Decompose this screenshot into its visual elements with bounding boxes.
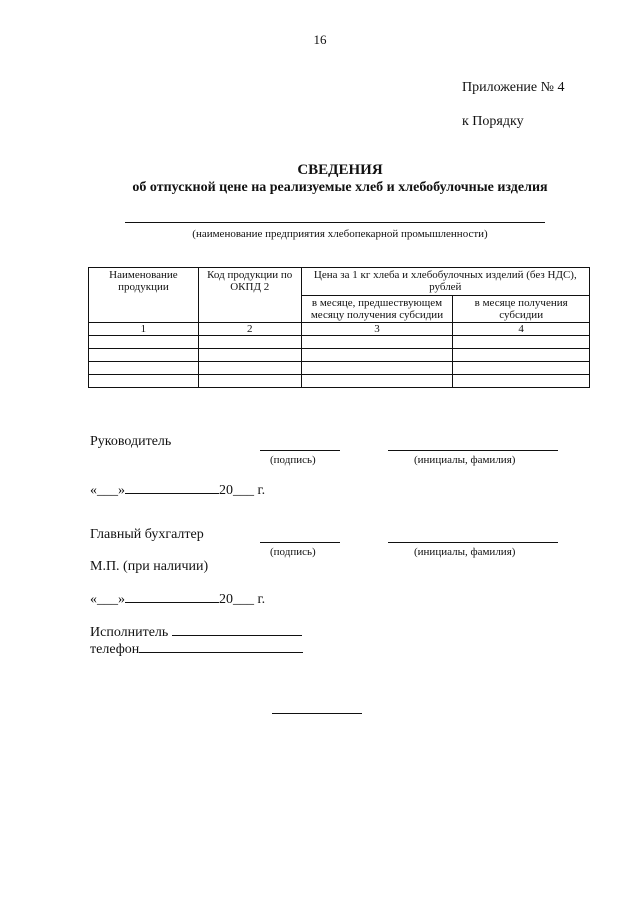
- header-current-month: в месяце получения субсидии: [453, 296, 590, 323]
- phone-row: [90, 642, 303, 658]
- table-cell[interactable]: [301, 336, 453, 349]
- accountant-signature-line[interactable]: [260, 542, 340, 543]
- head-signature-hint: (подпись): [270, 454, 316, 466]
- stamp-label: М.П. (при наличии): [90, 559, 209, 574]
- table-cell[interactable]: [301, 375, 453, 388]
- table-cell[interactable]: [453, 375, 590, 388]
- table-cell[interactable]: [453, 349, 590, 362]
- table-header-row: [89, 268, 590, 296]
- column-number: 4: [453, 323, 590, 336]
- head-name-hint: (инициалы, фамилия): [414, 454, 516, 466]
- table-cell[interactable]: [89, 375, 199, 388]
- executor-label: Исполнитель: [90, 625, 169, 640]
- document-subtitle: об отпускной цене на реализуемые хлеб и хлебобулочные изделия: [132, 180, 548, 195]
- date-month-field[interactable]: [125, 602, 219, 603]
- order-reference: к Порядку: [462, 114, 524, 129]
- appendix-label: Приложение № 4: [462, 80, 565, 95]
- header-price-group: Цена за 1 кг хлеба и хлебобулочных изделий (без НДС), рублей: [301, 268, 589, 296]
- date-year: 20___ г.: [219, 483, 266, 498]
- executor-field[interactable]: [172, 635, 302, 636]
- table-cell[interactable]: [198, 349, 301, 362]
- executor-row: [90, 625, 302, 641]
- date-year: 20___ г.: [219, 592, 266, 607]
- document-title: СВЕДЕНИЯ: [297, 162, 383, 178]
- head-date-line[interactable]: [90, 483, 265, 499]
- table-cell[interactable]: [89, 362, 199, 375]
- header-product-code: Код продукции по ОКПД 2: [198, 268, 301, 323]
- table-row: [89, 349, 590, 362]
- table-cell[interactable]: [198, 375, 301, 388]
- table-row: [89, 375, 590, 388]
- accountant-name-hint: (инициалы, фамилия): [414, 546, 516, 558]
- table-cell[interactable]: [453, 336, 590, 349]
- phone-field[interactable]: [139, 652, 303, 653]
- table-cell[interactable]: [89, 349, 199, 362]
- table-cell[interactable]: [453, 362, 590, 375]
- closing-separator-line: [272, 713, 362, 714]
- header-previous-month: в месяце, предшествующем месяцу получения субсидии: [301, 296, 453, 323]
- accountant-name-line[interactable]: [388, 542, 558, 543]
- head-signature-line[interactable]: [260, 450, 340, 451]
- table-cell[interactable]: [301, 349, 453, 362]
- page-number: 16: [313, 32, 327, 47]
- table-cell[interactable]: [301, 362, 453, 375]
- date-day-quote: «___»: [90, 483, 125, 498]
- table-number-row: [89, 323, 590, 336]
- column-number: 2: [198, 323, 301, 336]
- accountant-date-line[interactable]: [90, 592, 265, 608]
- table-cell[interactable]: [198, 336, 301, 349]
- date-month-field[interactable]: [125, 493, 219, 494]
- head-name-line[interactable]: [388, 450, 558, 451]
- head-label: Руководитель: [90, 434, 172, 449]
- enterprise-hint: (наименование предприятия хлебопекарной промышленности): [192, 228, 488, 240]
- table-row: [89, 362, 590, 375]
- table-row: [89, 336, 590, 349]
- table-cell[interactable]: [89, 336, 199, 349]
- enterprise-name-line[interactable]: [125, 222, 545, 223]
- date-day-quote: «___»: [90, 592, 125, 607]
- accountant-signature-hint: (подпись): [270, 546, 316, 558]
- phone-label: телефон: [90, 642, 140, 657]
- column-number: 3: [301, 323, 453, 336]
- header-product-name: Наименование продукции: [89, 268, 199, 323]
- column-number: 1: [89, 323, 199, 336]
- table-cell[interactable]: [198, 362, 301, 375]
- accountant-label: Главный бухгалтер: [90, 527, 204, 542]
- price-table: [88, 267, 590, 388]
